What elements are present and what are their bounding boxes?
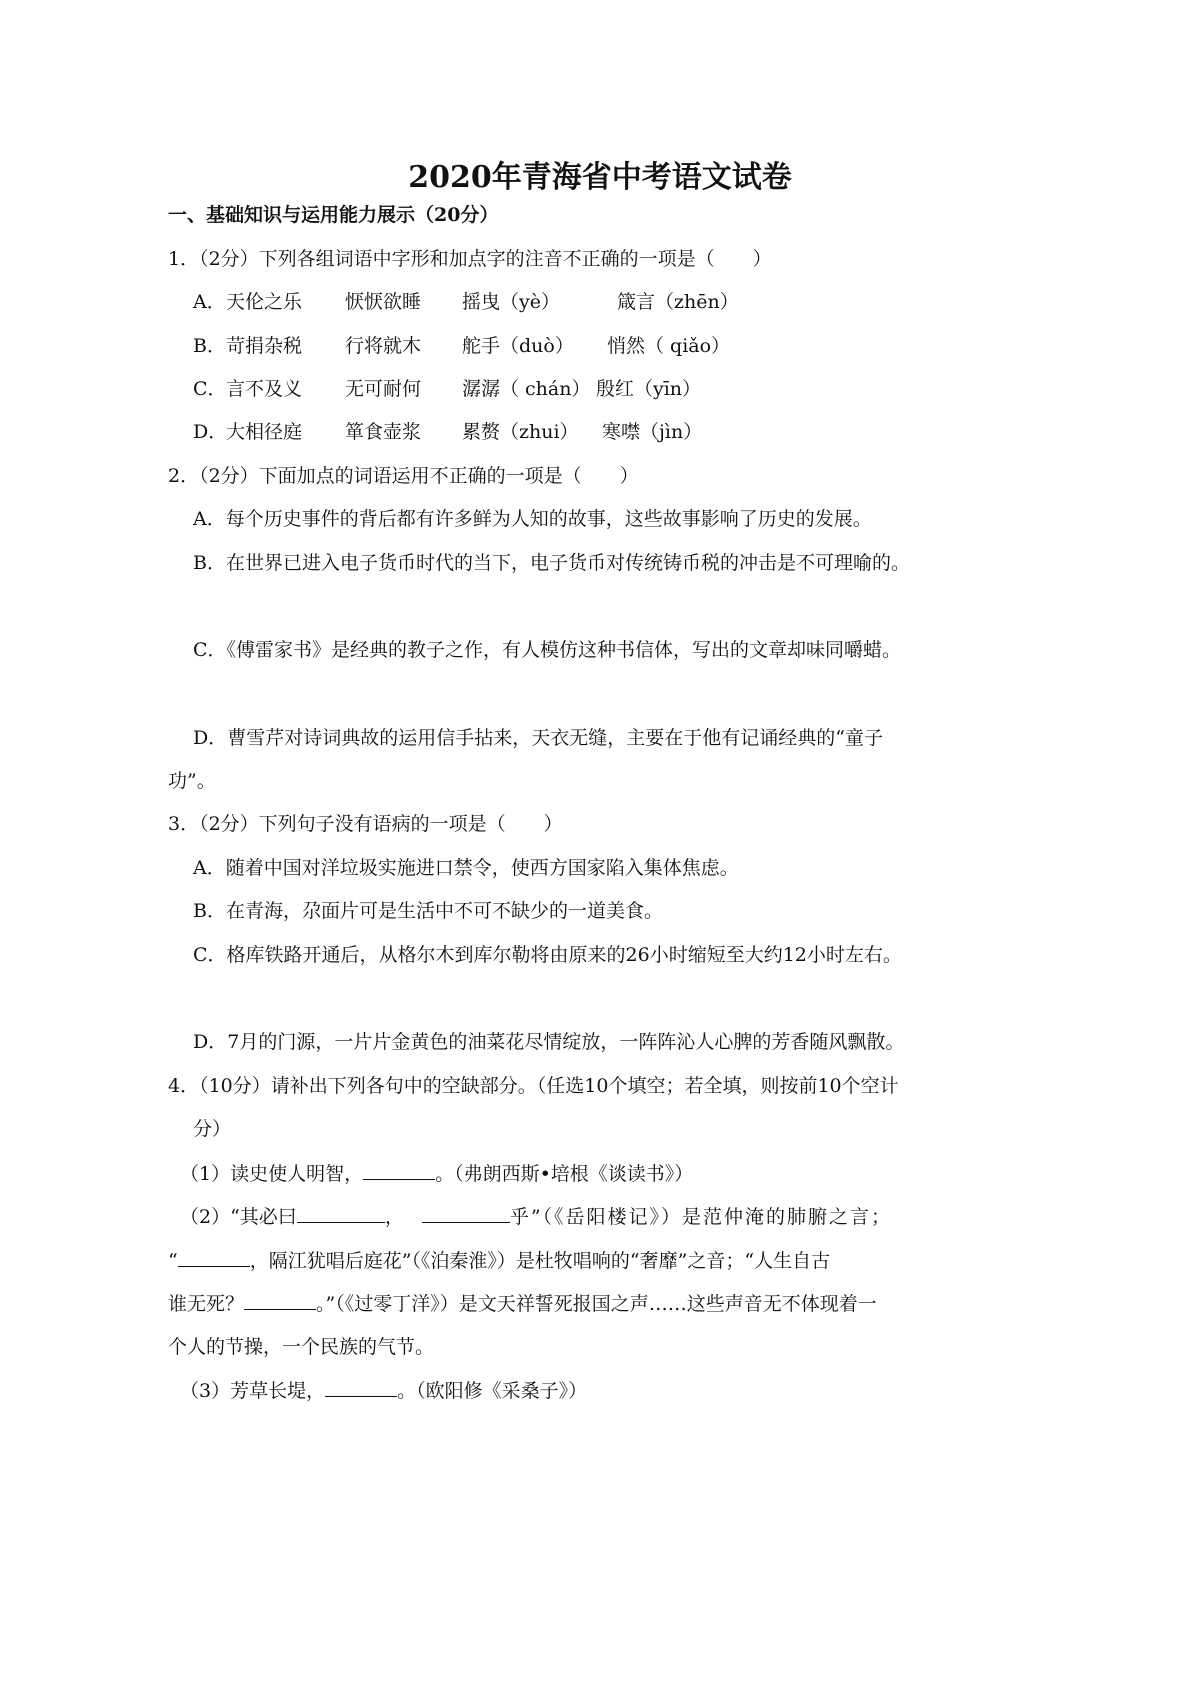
- q2-option-d-line2: 功”。: [168, 770, 216, 792]
- option-label: B．: [193, 335, 226, 357]
- q4-sentence-2-line4: 个人的节操，一个民族的气节。: [168, 1336, 435, 1358]
- option-label: C．: [193, 378, 227, 400]
- word-4: 箴言（zhēn）: [617, 291, 739, 313]
- word-1: 苛捐杂税: [226, 335, 303, 357]
- word-3: 舵手（duò）: [462, 335, 574, 357]
- q3-stem: 3．（2分）下列句子没有语病的一项是（ ）: [168, 813, 563, 835]
- q3-option-a: A．随着中国对洋垃圾实施进口禁令，使西方国家陷入集体焦虑。: [193, 857, 739, 879]
- sentence-text: 谁无死？: [168, 1293, 245, 1315]
- answer-blank[interactable]: [325, 1376, 397, 1397]
- word-1: 言不及义: [226, 378, 303, 400]
- q3-option-b: B．在青海，尕面片可是生活中不可不缺少的一道美食。: [193, 900, 663, 922]
- q2-option-c: C．《傅雷家书》是经典的教子之作，有人模仿这种书信体，写出的文章却味同嚼蜡。: [193, 639, 902, 661]
- sentence-source: 。（弗朗西斯•培根《谈读书》）: [435, 1163, 694, 1185]
- sentence-text: （1）读史使人明智，: [180, 1163, 364, 1185]
- word-4: 悄然（ qiǎo）: [607, 335, 731, 357]
- sentence-text: （3）芳草长堤，: [180, 1380, 326, 1402]
- comma: ，: [384, 1206, 404, 1228]
- answer-blank[interactable]: [363, 1159, 435, 1180]
- word-3: 累赘（zhui）: [462, 421, 579, 443]
- q1-stem: 1．（2分）下列各组词语中字形和加点字的注音不正确的一项是（ ）: [168, 248, 772, 270]
- answer-blank[interactable]: [297, 1202, 385, 1223]
- q3-option-c: C．格库铁路开通后，从格尔木到库尔勒将由原来的26小时缩短至大约12小时左右。: [193, 944, 902, 966]
- sentence-text: ，隔江犹唱后庭花”（《泊秦淮》）是杜牧唱响的“奢靡”之音；“人生自古: [249, 1250, 831, 1272]
- q2-stem: 2．（2分）下面加点的词语运用不正确的一项是（ ）: [168, 465, 639, 487]
- word-1: 大相径庭: [226, 421, 303, 443]
- q2-option-d-line1: D．曹雪芹对诗词典故的运用信手拈来，天衣无缝，主要在于他有记诵经典的“童子: [193, 727, 883, 749]
- word-2: 行将就木: [345, 335, 422, 357]
- word-2: 恹恹欲睡: [345, 291, 422, 313]
- word-1: 天伦之乐: [226, 291, 303, 313]
- sentence-text: （2）“其必曰: [180, 1206, 297, 1228]
- q4-sentence-1: [180, 1159, 693, 1188]
- answer-blank[interactable]: [422, 1202, 510, 1223]
- q2-option-b: B．在世界已进入电子货币时代的当下，电子货币对传统铸币税的冲击是不可理喻的。: [193, 552, 910, 574]
- option-label: A．: [193, 291, 226, 313]
- q4-sentence-2-line2: [168, 1246, 830, 1275]
- sentence-text: “: [168, 1250, 178, 1272]
- q4-sentence-2-line3: [168, 1289, 877, 1318]
- q2-option-a: A．每个历史事件的背后都有许多鲜为人知的故事，这些故事影响了历史的发展。: [193, 508, 872, 530]
- q4-sentence-2-line1: [180, 1202, 892, 1231]
- exam-title: 2020年青海省中考语文试卷: [408, 160, 792, 195]
- sentence-text: 乎”（《岳阳楼记》）是范仲淹的肺腑之言；: [509, 1206, 893, 1228]
- q4-stem-line2: 分）: [193, 1118, 232, 1140]
- q4-stem-line1: 4．（10分）请补出下列各句中的空缺部分。（任选10个填空；若全填，则按前10个空计: [168, 1075, 899, 1097]
- section-heading: 一、基础知识与运用能力展示（20分）: [168, 204, 499, 226]
- q3-option-d: D．7月的门源，一片片金黄色的油菜花尽情绽放，一阵阵沁人心脾的芳香随风飘散。: [193, 1031, 905, 1053]
- option-label: D．: [193, 421, 228, 443]
- word-4: 殷红（yīn）: [596, 378, 702, 400]
- word-3: 潺潺（ chán）: [462, 378, 591, 400]
- answer-blank[interactable]: [178, 1246, 250, 1267]
- sentence-text: 。”（《过零丁洋》）是文天祥誓死报国之声……这些声音无不体现着一: [316, 1293, 877, 1315]
- word-4: 寒噤（jìn）: [602, 421, 703, 443]
- answer-blank[interactable]: [244, 1289, 316, 1310]
- word-2: 无可耐何: [345, 378, 422, 400]
- word-2: 箪食壶浆: [345, 421, 422, 443]
- q4-sentence-3: [180, 1376, 587, 1405]
- word-3: 摇曳（yè）: [462, 291, 560, 313]
- sentence-source: 。（欧阳修《采桑子》）: [397, 1380, 588, 1402]
